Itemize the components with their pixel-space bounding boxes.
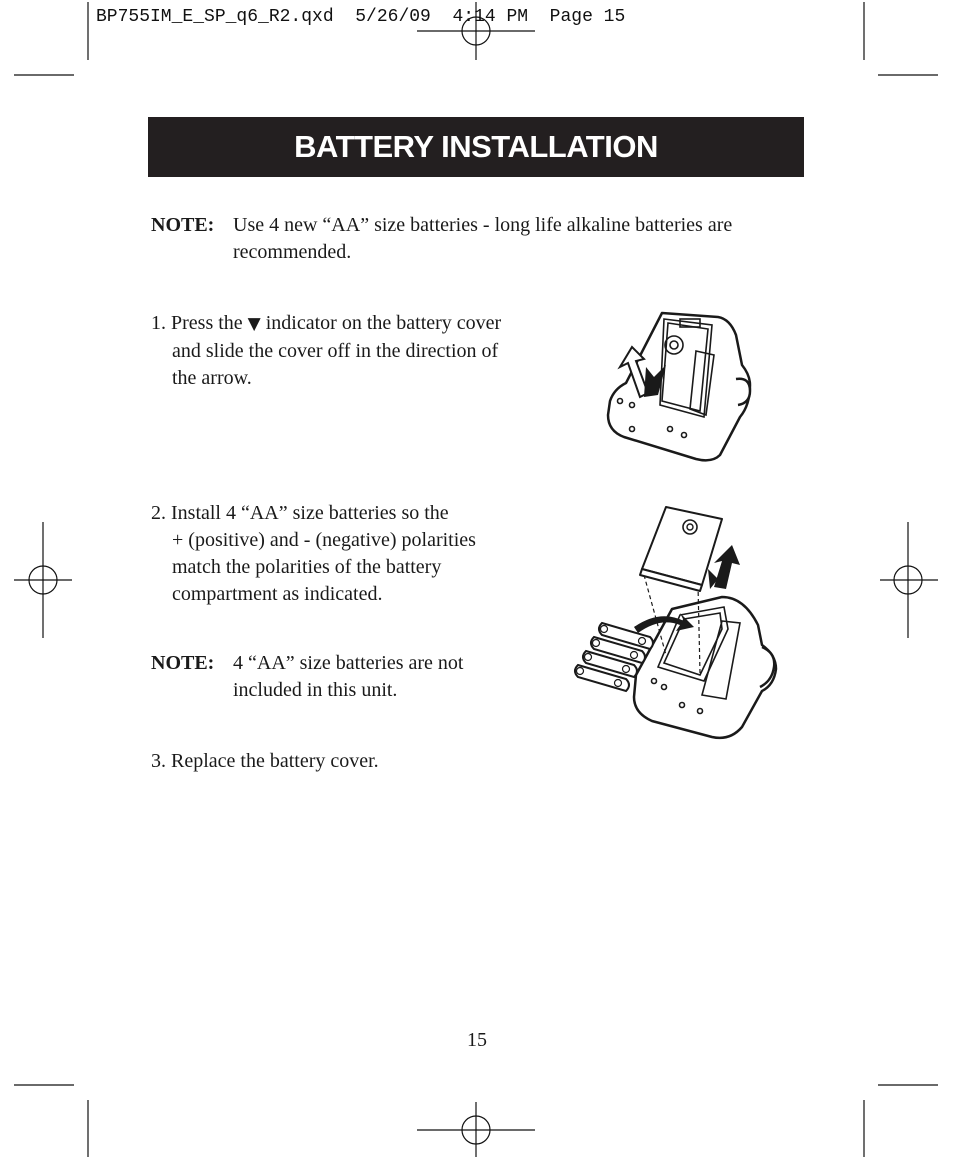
step-2-text: 2. Install 4 “AA” size batteries so the + (positive) and - (negative) polarities match the polarities of the battery compartment as indicated. bbox=[151, 502, 476, 605]
step-3-text: 3. Replace the battery cover. bbox=[151, 750, 379, 772]
section-title: BATTERY INSTALLATION bbox=[294, 129, 658, 164]
note-1-text: Use 4 new “AA” size batteries - long life alkaline batteries are recommended. bbox=[233, 214, 733, 263]
step-1-text: 1. Press the ▼ indicator on the battery cover and slide the cover off in the direction of the arrow. bbox=[151, 312, 502, 389]
battery-insertion-illustration bbox=[572, 505, 782, 745]
down-triangle-icon: ▼ bbox=[247, 314, 261, 334]
note-1-label: NOTE: bbox=[151, 214, 215, 236]
note-2-label: NOTE: bbox=[151, 652, 215, 674]
section-title-bar bbox=[148, 117, 804, 177]
registration-mark-top bbox=[417, 2, 535, 60]
note-2-text: 4 “AA” size batteries are not included in this unit. bbox=[233, 652, 464, 701]
page-number: 15 bbox=[467, 1029, 487, 1051]
registration-mark-left bbox=[14, 522, 72, 638]
registration-mark-bottom bbox=[417, 1102, 535, 1157]
battery-cover-removal-illustration bbox=[600, 305, 760, 465]
registration-mark-right bbox=[880, 522, 938, 638]
print-slug-line: BP755IM_E_SP_q6_R2.qxd 5/26/09 4:14 PM Page 15 bbox=[96, 7, 626, 27]
